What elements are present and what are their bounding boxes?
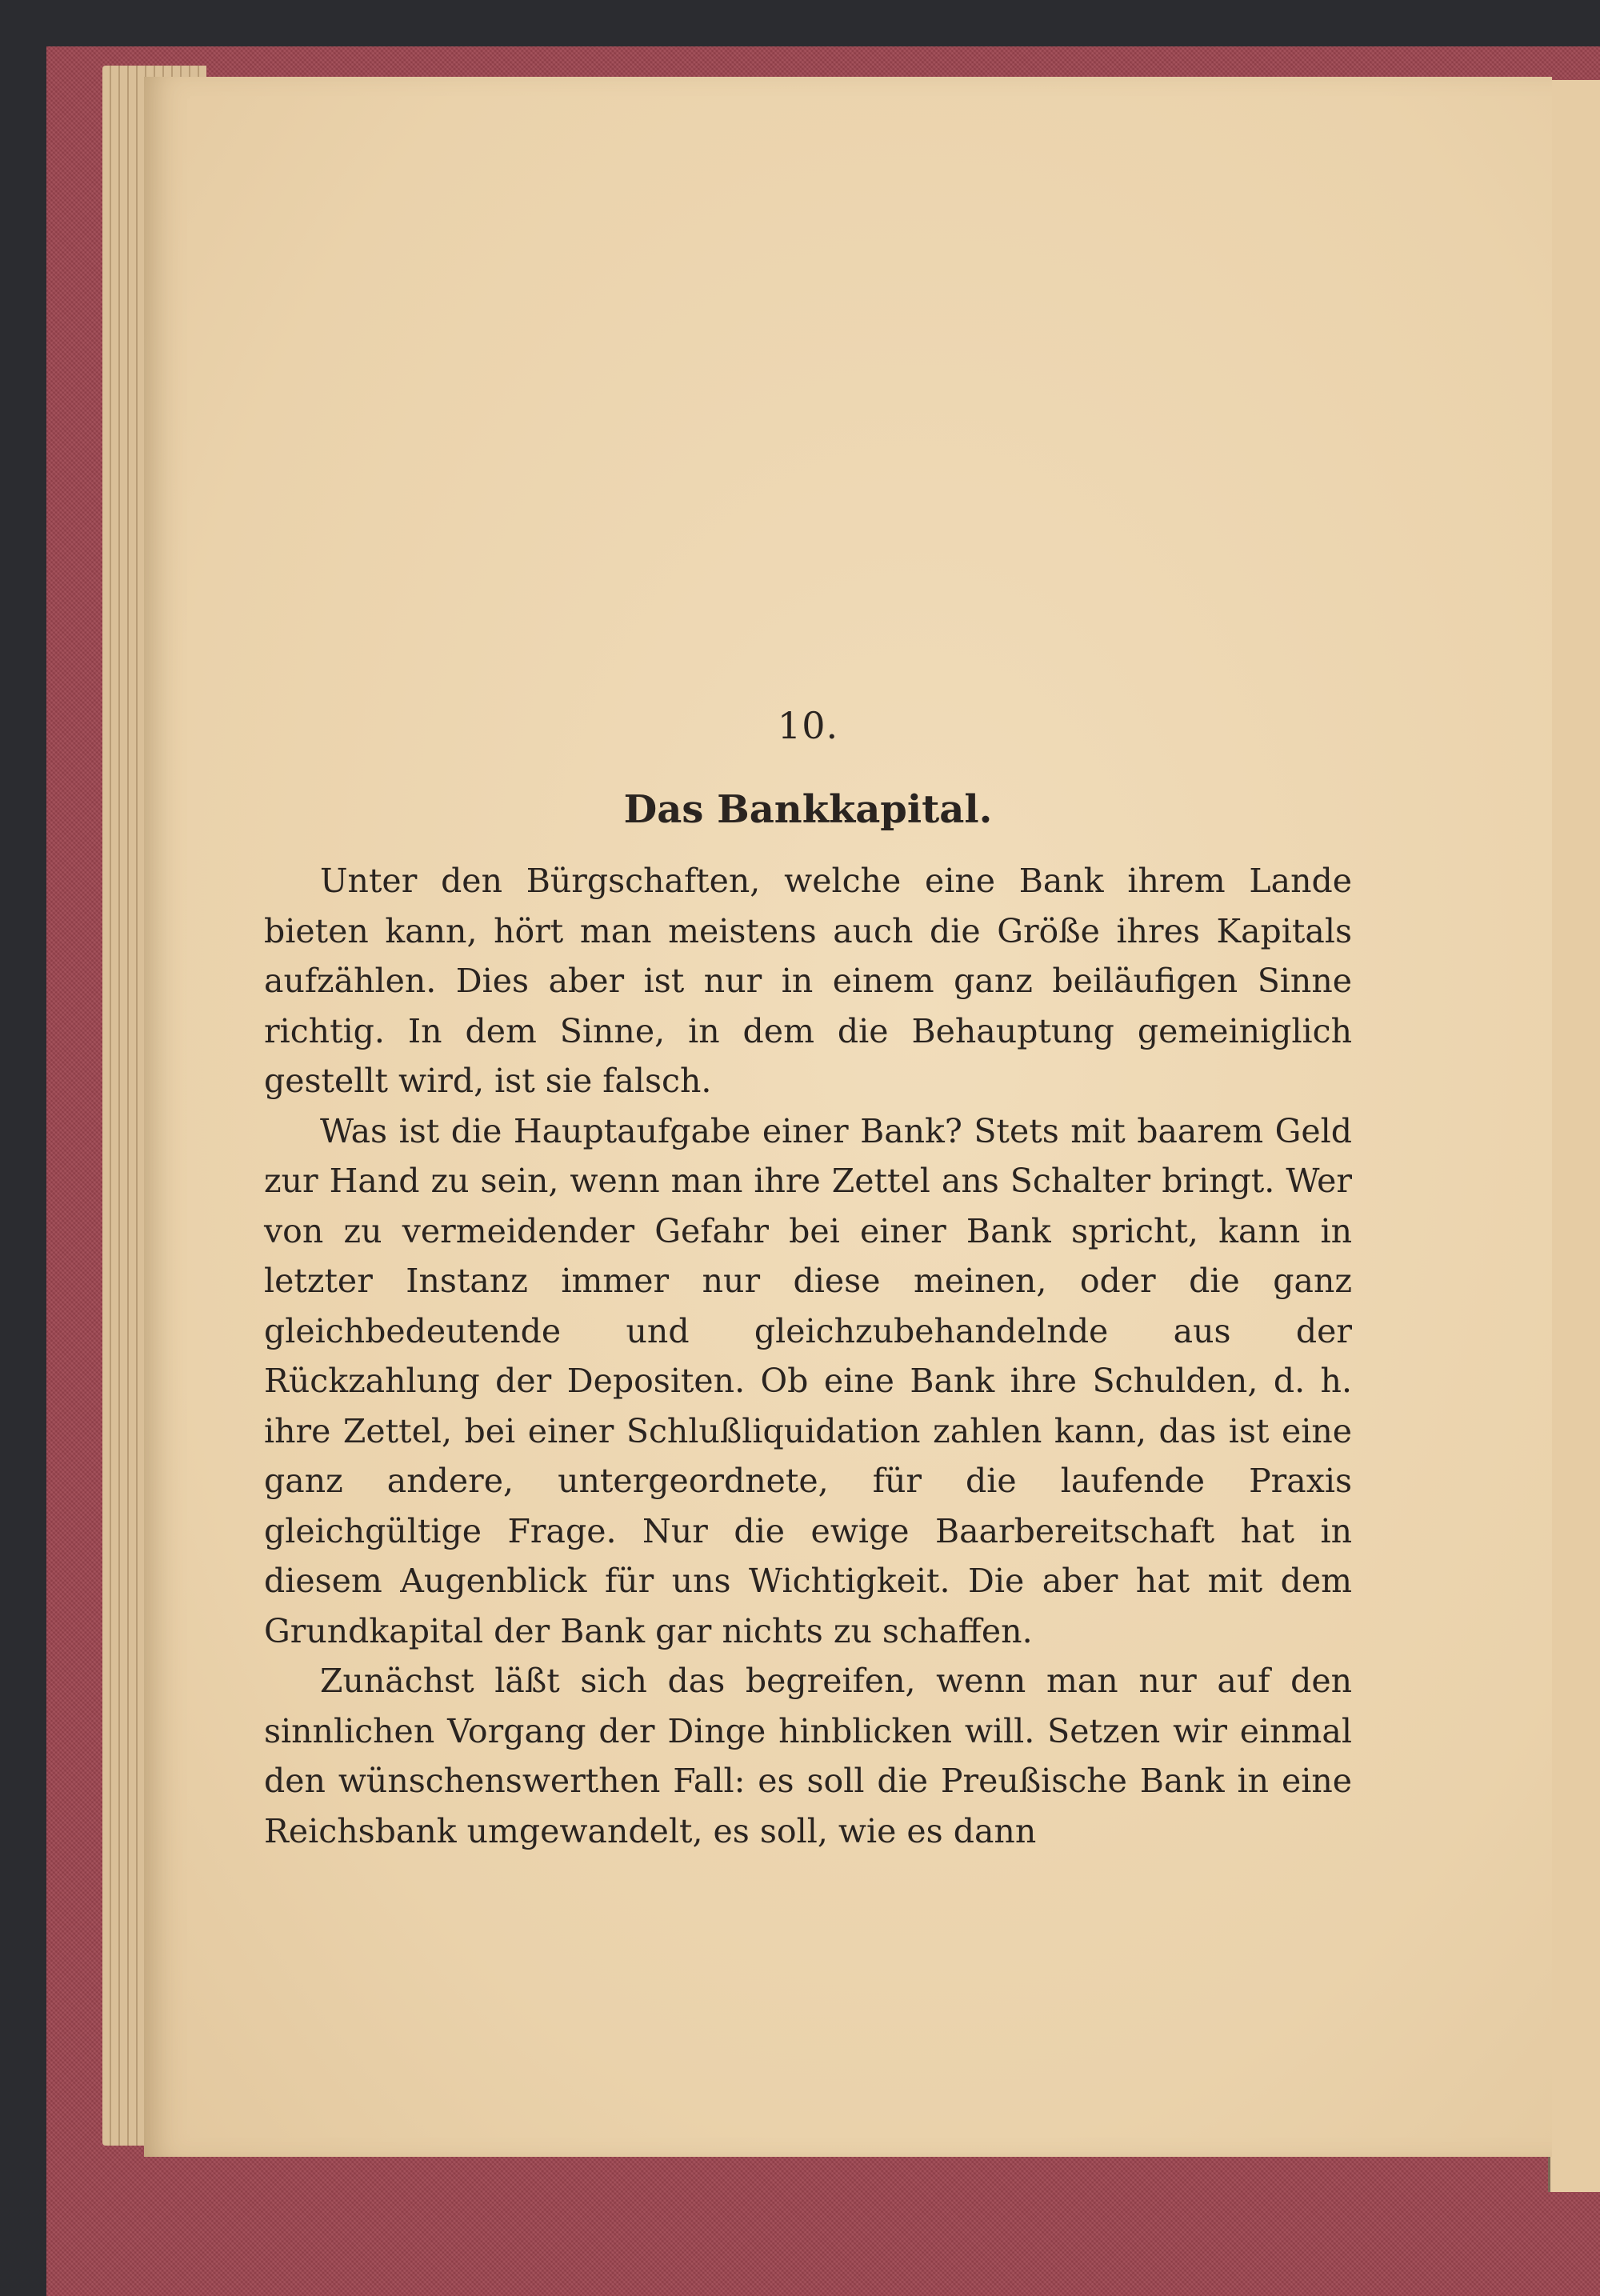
chapter-number: 10. [777, 704, 839, 747]
paragraph: Unter den Bürgschaften, welche eine Bank ihrem Lande bieten kann, hört man meistens auch die Größe ihres Kapitals aufzählen. Dies aber ist nur in einem ganz beiläufigen Sinne richtig. In dem Sinne, in dem die Behauptung gemeiniglich gestellt wird, ist sie falsch. [264, 862, 1352, 1100]
chapter-title: Das Bankkapital. [623, 787, 993, 832]
body-text [264, 856, 1352, 1856]
paragraph: Was ist die Hauptaufgabe einer Bank? Stets mit baarem Geld zur Hand zu sein, wenn man ihre Zettel ans Schalter bringt. Wer von zu vermeidender Gefahr bei einer Bank spricht, kann in letzter Instanz immer nur diese meinen, oder die ganz gleichbedeutende und gleichzubehandelnde aus der Rückzahlung der Depositen. Ob eine Bank ihre Schulden, d. h. ihre Zettel, bei einer Schlußliquidation zahlen kann, das ist eine ganz andere, untergeordnete, für die laufende Praxis gleichgültige Frage. Nur die ewige Baarbereitschaft hat in diesem Augenblick für uns Wichtigkeit. Die aber hat mit dem Grundkapital der Bank gar nichts zu schaffen. [264, 1111, 1352, 1650]
adjacent-page [1548, 80, 1600, 2192]
paragraph: Zunächst läßt sich das begreifen, wenn man nur auf den sinnlichen Vorgang der Dinge hinblicken will. Setzen wir einmal den wünschenswerthen Fall: es soll die Preußische Bank in eine Reichsbank umgewandelt, es soll, wie es dann [264, 1662, 1352, 1850]
